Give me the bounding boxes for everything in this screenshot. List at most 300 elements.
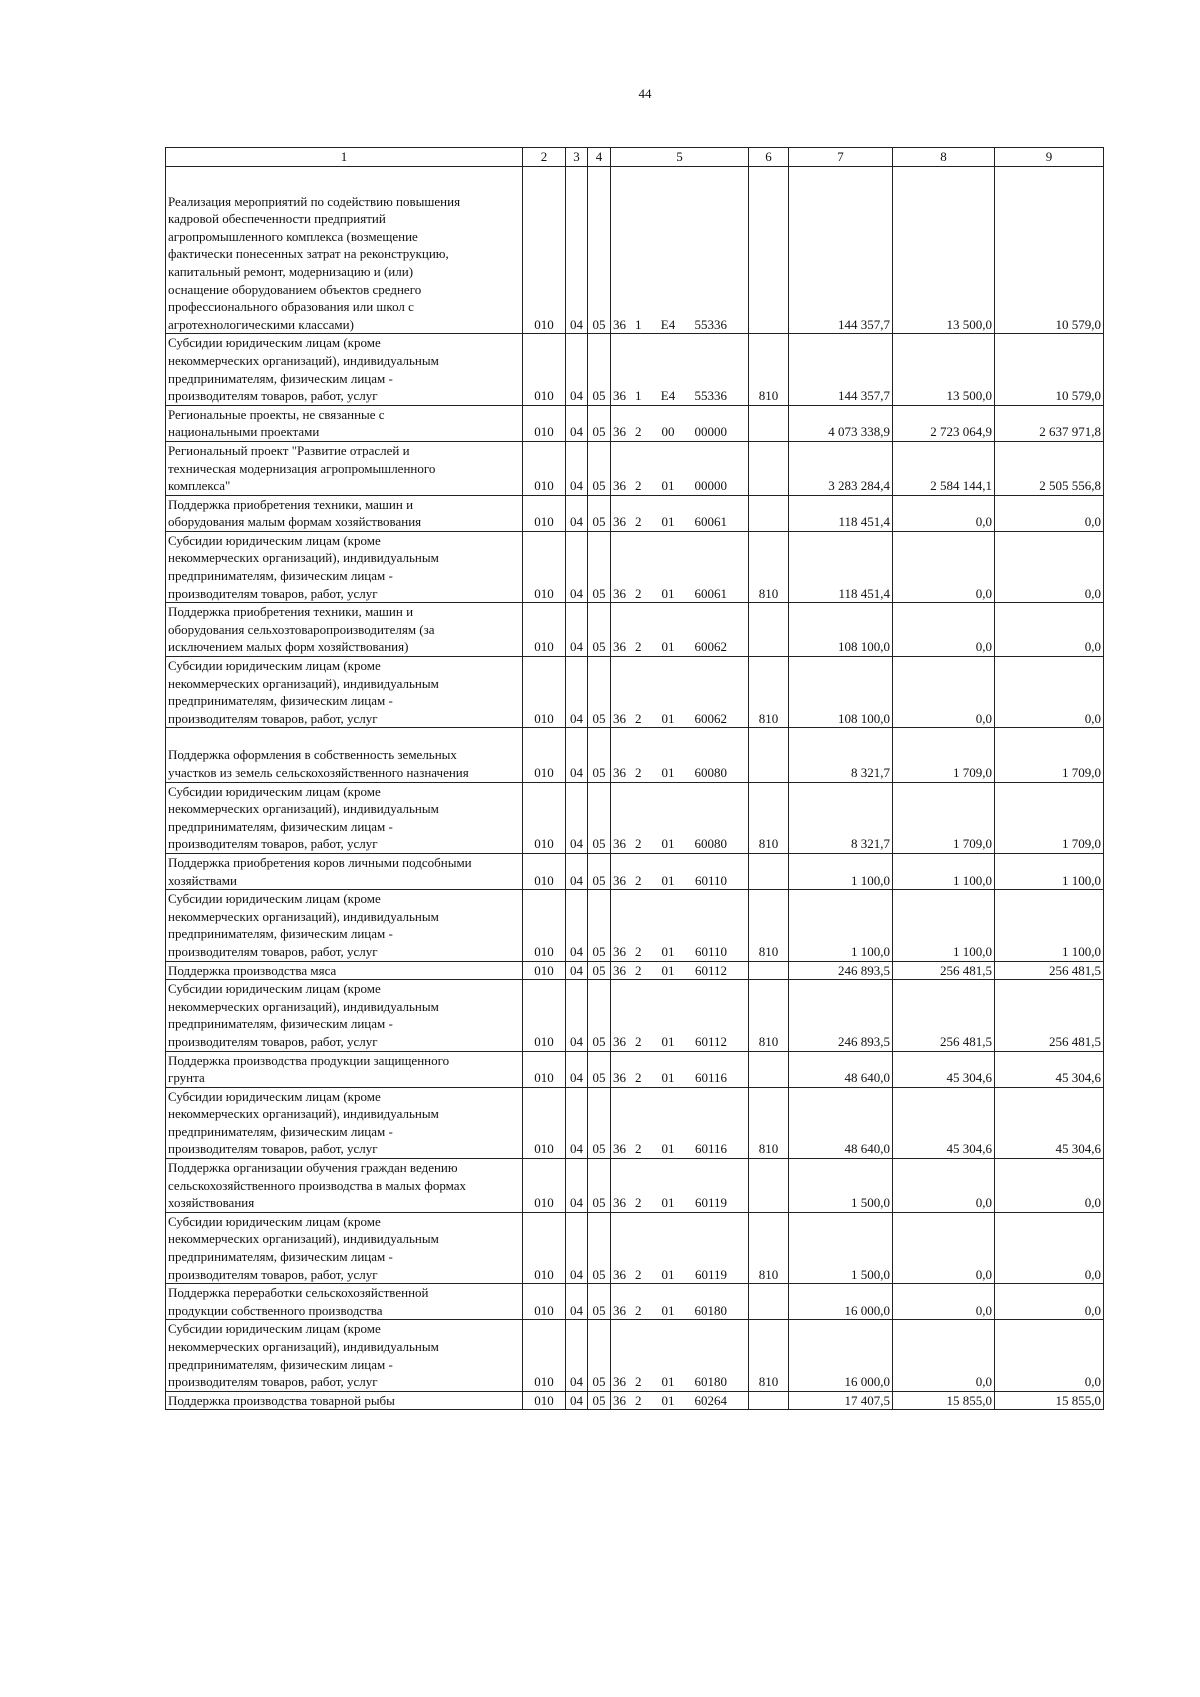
cell-col-8: 1 100,0 — [893, 853, 995, 889]
cell-col-9: 0,0 — [995, 1320, 1104, 1391]
cell-col-4: 05 — [588, 1284, 611, 1320]
cell-col-6 — [749, 166, 789, 334]
cell-col-3: 04 — [566, 441, 588, 495]
cell-col-5 — [611, 603, 749, 657]
cell-col-8: 0,0 — [893, 495, 995, 531]
cell-col-5 — [611, 657, 749, 728]
code-subprogram: 2 — [635, 1392, 642, 1408]
cell-col-7: 144 357,7 — [789, 166, 893, 334]
cell-col-4: 05 — [588, 1320, 611, 1391]
cell-col-9: 10 579,0 — [995, 334, 1104, 405]
row-name: Субсидии юридическим лицам (кроме некоммерческих организаций), индивидуальным предпринимателям, физическим лицам - производителям товаров, работ, услуг — [166, 782, 523, 853]
code-subprogram: 2 — [635, 424, 642, 440]
code-program: 36 — [613, 478, 626, 494]
cell-col-7: 246 893,5 — [789, 980, 893, 1051]
cell-col-2: 010 — [523, 890, 566, 961]
row-name: Субсидии юридическим лицам (кроме некоммерческих организаций), индивидуальным предпринимателям, физическим лицам - производителям товаров, работ, услуг — [166, 980, 523, 1051]
cell-col-3: 04 — [566, 961, 588, 980]
table-row — [166, 890, 1104, 961]
code-direction: 00000 — [694, 424, 727, 440]
cell-col-6: 810 — [749, 782, 789, 853]
cell-col-8: 0,0 — [893, 1159, 995, 1213]
code-project: 01 — [661, 1302, 675, 1318]
col-header-6: 6 — [749, 148, 789, 167]
row-name: Поддержка переработки сельскохозяйственной продукции собственного производства — [166, 1284, 523, 1320]
cell-col-4: 05 — [588, 853, 611, 889]
code-program: 36 — [613, 424, 626, 440]
cell-col-5 — [611, 728, 749, 782]
code-program: 36 — [613, 514, 626, 530]
cell-col-4: 05 — [588, 890, 611, 961]
cell-col-9: 0,0 — [995, 1284, 1104, 1320]
table-row — [166, 1391, 1104, 1410]
code-subprogram: 2 — [635, 1374, 642, 1390]
cell-col-9: 0,0 — [995, 603, 1104, 657]
cell-col-9: 2 505 556,8 — [995, 441, 1104, 495]
cell-col-4: 05 — [588, 405, 611, 441]
code-direction: 60061 — [694, 514, 727, 530]
code-direction: 60119 — [694, 1195, 727, 1211]
cell-col-9: 0,0 — [995, 1159, 1104, 1213]
cell-col-3: 04 — [566, 531, 588, 602]
cell-col-4: 05 — [588, 603, 611, 657]
cell-col-6 — [749, 495, 789, 531]
cell-col-6: 810 — [749, 980, 789, 1051]
cell-col-6 — [749, 1391, 789, 1410]
cell-col-9: 2 637 971,8 — [995, 405, 1104, 441]
cell-col-8: 45 304,6 — [893, 1051, 995, 1087]
table-row — [166, 1159, 1104, 1213]
cell-col-4: 05 — [588, 166, 611, 334]
cell-col-2: 010 — [523, 441, 566, 495]
row-name: Поддержка приобретения техники, машин и оборудования малым формам хозяйствования — [166, 495, 523, 531]
cell-col-5 — [611, 980, 749, 1051]
cell-col-8: 1 100,0 — [893, 890, 995, 961]
row-name: Поддержка производства товарной рыбы — [166, 1391, 523, 1410]
code-project: 01 — [661, 585, 675, 601]
code-subprogram: 1 — [635, 316, 642, 332]
code-project: 01 — [661, 943, 675, 959]
cell-col-5 — [611, 166, 749, 334]
code-program: 36 — [613, 1374, 626, 1390]
cell-col-5 — [611, 405, 749, 441]
code-subprogram: 2 — [635, 1033, 642, 1049]
cell-col-4: 05 — [588, 728, 611, 782]
cell-col-2: 010 — [523, 166, 566, 334]
table-row — [166, 166, 1104, 334]
cell-col-4: 05 — [588, 1159, 611, 1213]
table-row — [166, 531, 1104, 602]
cell-col-9: 0,0 — [995, 495, 1104, 531]
cell-col-7: 1 500,0 — [789, 1212, 893, 1283]
cell-col-9: 0,0 — [995, 531, 1104, 602]
row-name: Субсидии юридическим лицам (кроме некоммерческих организаций), индивидуальным предпринимателям, физическим лицам - производителям товаров, работ, услуг — [166, 1320, 523, 1391]
cell-col-6 — [749, 603, 789, 657]
code-direction: 60180 — [694, 1374, 727, 1390]
code-subprogram: 1 — [635, 388, 642, 404]
cell-col-2: 010 — [523, 1212, 566, 1283]
cell-col-9: 15 855,0 — [995, 1391, 1104, 1410]
col-header-4: 4 — [588, 148, 611, 167]
code-project: 01 — [661, 639, 675, 655]
code-project: 00 — [661, 424, 675, 440]
cell-col-2: 010 — [523, 782, 566, 853]
cell-col-4: 05 — [588, 961, 611, 980]
cell-col-3: 04 — [566, 1320, 588, 1391]
code-project: 01 — [661, 872, 675, 888]
row-name: Реализация мероприятий по содействию повышения кадровой обеспеченности предприятий агропромышленного комплекса (возмещение фактически понесенных затрат на реконструкцию, капитальный ремонт, модернизацию и (или) оснащение оборудованием объектов среднего профессионального образования или школ с агротехнологическими классами) — [166, 166, 523, 334]
cell-col-2: 010 — [523, 495, 566, 531]
code-program: 36 — [613, 639, 626, 655]
code-subprogram: 2 — [635, 585, 642, 601]
cell-col-4: 05 — [588, 782, 611, 853]
cell-col-2: 010 — [523, 603, 566, 657]
code-subprogram: 2 — [635, 765, 642, 780]
row-name: Субсидии юридическим лицам (кроме некоммерческих организаций), индивидуальным предпринимателям, физическим лицам - производителям товаров, работ, услуг — [166, 657, 523, 728]
cell-col-9: 0,0 — [995, 657, 1104, 728]
code-project: 01 — [661, 1033, 675, 1049]
cell-col-4: 05 — [588, 531, 611, 602]
code-subprogram: 2 — [635, 872, 642, 888]
cell-col-9: 1 709,0 — [995, 782, 1104, 853]
code-program: 36 — [613, 1141, 626, 1157]
cell-col-6: 810 — [749, 1320, 789, 1391]
code-project: 01 — [661, 1392, 675, 1408]
code-subprogram: 2 — [635, 1195, 642, 1211]
cell-col-2: 010 — [523, 1320, 566, 1391]
cell-col-2: 010 — [523, 728, 566, 782]
cell-col-2: 010 — [523, 980, 566, 1051]
page-number: 44 — [638, 86, 652, 101]
cell-col-5 — [611, 890, 749, 961]
code-direction: 60110 — [694, 872, 727, 888]
cell-col-5 — [611, 1051, 749, 1087]
cell-col-5 — [611, 441, 749, 495]
col-header-3: 3 — [566, 148, 588, 167]
code-project: 01 — [661, 1070, 675, 1086]
cell-col-8: 15 855,0 — [893, 1391, 995, 1410]
cell-col-8: 0,0 — [893, 1320, 995, 1391]
cell-col-6 — [749, 405, 789, 441]
col-header-7: 7 — [789, 148, 893, 167]
table-row — [166, 334, 1104, 405]
row-name: Субсидии юридическим лицам (кроме некоммерческих организаций), индивидуальным предпринимателям, физическим лицам - производителям товаров, работ, услуг — [166, 1087, 523, 1158]
cell-col-7: 144 357,7 — [789, 334, 893, 405]
code-subprogram: 2 — [635, 710, 642, 726]
code-program: 36 — [613, 316, 626, 332]
code-direction: 60112 — [694, 962, 727, 978]
code-project: 01 — [661, 1266, 675, 1282]
cell-col-2: 010 — [523, 1087, 566, 1158]
cell-col-4: 05 — [588, 657, 611, 728]
table-row — [166, 728, 1104, 782]
code-direction: 60112 — [694, 1033, 727, 1049]
cell-col-6: 810 — [749, 890, 789, 961]
table-row — [166, 1320, 1104, 1391]
table-row — [166, 405, 1104, 441]
cell-col-7: 1 100,0 — [789, 853, 893, 889]
code-subprogram: 2 — [635, 1302, 642, 1318]
code-direction: 60180 — [694, 1302, 727, 1318]
code-direction: 55336 — [694, 388, 727, 404]
cell-col-3: 04 — [566, 657, 588, 728]
cell-col-4: 05 — [588, 1087, 611, 1158]
code-program: 36 — [613, 872, 626, 888]
cell-col-6 — [749, 1159, 789, 1213]
cell-col-5 — [611, 1087, 749, 1158]
cell-col-9: 256 481,5 — [995, 961, 1104, 980]
table-row — [166, 441, 1104, 495]
cell-col-2: 010 — [523, 1284, 566, 1320]
code-subprogram: 2 — [635, 962, 642, 978]
table-row — [166, 782, 1104, 853]
cell-col-5 — [611, 853, 749, 889]
code-project: E4 — [660, 316, 676, 332]
code-project: 01 — [661, 765, 675, 780]
code-project: 01 — [661, 478, 675, 494]
cell-col-3: 04 — [566, 980, 588, 1051]
code-subprogram: 2 — [635, 478, 642, 494]
cell-col-6: 810 — [749, 657, 789, 728]
code-project: 01 — [661, 836, 675, 852]
code-project: E4 — [660, 388, 676, 404]
code-program: 36 — [613, 1266, 626, 1282]
cell-col-5 — [611, 961, 749, 980]
code-direction: 60110 — [694, 943, 727, 959]
cell-col-8: 256 481,5 — [893, 980, 995, 1051]
cell-col-7: 8 321,7 — [789, 782, 893, 853]
code-direction: 60061 — [694, 585, 727, 601]
code-direction: 60116 — [694, 1070, 727, 1086]
cell-col-3: 04 — [566, 166, 588, 334]
cell-col-5 — [611, 531, 749, 602]
cell-col-3: 04 — [566, 1212, 588, 1283]
cell-col-9: 256 481,5 — [995, 980, 1104, 1051]
row-name: Субсидии юридическим лицам (кроме некоммерческих организаций), индивидуальным предпринимателям, физическим лицам - производителям товаров, работ, услуг — [166, 890, 523, 961]
row-name: Субсидии юридическим лицам (кроме некоммерческих организаций), индивидуальным предпринимателям, физическим лицам - производителям товаров, работ, услуг — [166, 1212, 523, 1283]
code-direction: 60264 — [694, 1392, 727, 1408]
cell-col-7: 3 283 284,4 — [789, 441, 893, 495]
cell-col-3: 04 — [566, 405, 588, 441]
cell-col-7: 108 100,0 — [789, 657, 893, 728]
cell-col-8: 13 500,0 — [893, 334, 995, 405]
cell-col-7: 4 073 338,9 — [789, 405, 893, 441]
header-row — [166, 148, 1104, 167]
cell-col-6 — [749, 441, 789, 495]
code-program: 36 — [613, 388, 626, 404]
table-row — [166, 980, 1104, 1051]
cell-col-3: 04 — [566, 1159, 588, 1213]
cell-col-7: 246 893,5 — [789, 961, 893, 980]
table-row — [166, 853, 1104, 889]
code-subprogram: 2 — [635, 1070, 642, 1086]
code-direction: 60062 — [694, 639, 727, 655]
table-row — [166, 1051, 1104, 1087]
code-program: 36 — [613, 710, 626, 726]
code-program: 36 — [613, 1070, 626, 1086]
code-project: 01 — [661, 514, 675, 530]
cell-col-7: 48 640,0 — [789, 1051, 893, 1087]
row-name: Субсидии юридическим лицам (кроме некоммерческих организаций), индивидуальным предпринимателям, физическим лицам - производителям товаров, работ, услуг — [166, 531, 523, 602]
cell-col-9: 1 100,0 — [995, 853, 1104, 889]
cell-col-2: 010 — [523, 334, 566, 405]
cell-col-3: 04 — [566, 890, 588, 961]
cell-col-7: 118 451,4 — [789, 531, 893, 602]
cell-col-4: 05 — [588, 1051, 611, 1087]
cell-col-2: 010 — [523, 961, 566, 980]
cell-col-9: 45 304,6 — [995, 1087, 1104, 1158]
cell-col-7: 1 500,0 — [789, 1159, 893, 1213]
cell-col-8: 0,0 — [893, 531, 995, 602]
table-row — [166, 1212, 1104, 1283]
code-direction: 60119 — [694, 1266, 727, 1282]
cell-col-2: 010 — [523, 405, 566, 441]
cell-col-6 — [749, 853, 789, 889]
cell-col-4: 05 — [588, 334, 611, 405]
cell-col-9: 1 709,0 — [995, 728, 1104, 782]
row-name: Поддержка производства продукции защищенного грунта — [166, 1051, 523, 1087]
cell-col-6: 810 — [749, 334, 789, 405]
code-direction: 60116 — [694, 1141, 727, 1157]
table-row — [166, 961, 1104, 980]
cell-col-5 — [611, 1320, 749, 1391]
code-program: 36 — [613, 1033, 626, 1049]
cell-col-2: 010 — [523, 531, 566, 602]
table-row — [166, 657, 1104, 728]
budget-table — [165, 147, 1104, 1410]
code-direction: 55336 — [694, 316, 727, 332]
table-row — [166, 1284, 1104, 1320]
cell-col-5 — [611, 1159, 749, 1213]
cell-col-4: 05 — [588, 441, 611, 495]
cell-col-3: 04 — [566, 603, 588, 657]
cell-col-8: 0,0 — [893, 1212, 995, 1283]
code-program: 36 — [613, 765, 626, 780]
cell-col-5 — [611, 334, 749, 405]
cell-col-4: 05 — [588, 1212, 611, 1283]
row-name: Региональный проект "Развитие отраслей и техническая модернизация агропромышленного комплекса" — [166, 441, 523, 495]
table-row — [166, 603, 1104, 657]
code-program: 36 — [613, 1302, 626, 1318]
cell-col-3: 04 — [566, 1051, 588, 1087]
cell-col-6 — [749, 961, 789, 980]
cell-col-2: 010 — [523, 657, 566, 728]
row-name: Поддержка оформления в собственность земельных участков из земель сельскохозяйственного назначения — [166, 728, 523, 782]
code-program: 36 — [613, 1392, 626, 1408]
cell-col-8: 0,0 — [893, 1284, 995, 1320]
cell-col-8: 256 481,5 — [893, 961, 995, 980]
row-name: Субсидии юридическим лицам (кроме некоммерческих организаций), индивидуальным предпринимателям, физическим лицам - производителям товаров, работ, услуг — [166, 334, 523, 405]
cell-col-6: 810 — [749, 1212, 789, 1283]
cell-col-9: 10 579,0 — [995, 166, 1104, 334]
cell-col-6: 810 — [749, 531, 789, 602]
cell-col-7: 118 451,4 — [789, 495, 893, 531]
code-subprogram: 2 — [635, 1266, 642, 1282]
code-subprogram: 2 — [635, 943, 642, 959]
cell-col-7: 16 000,0 — [789, 1284, 893, 1320]
cell-col-8: 45 304,6 — [893, 1087, 995, 1158]
row-name: Поддержка организации обучения граждан ведению сельскохозяйственного производства в малых формах хозяйствования — [166, 1159, 523, 1213]
cell-col-6 — [749, 1284, 789, 1320]
cell-col-3: 04 — [566, 1087, 588, 1158]
code-program: 36 — [613, 585, 626, 601]
code-program: 36 — [613, 1195, 626, 1211]
cell-col-7: 17 407,5 — [789, 1391, 893, 1410]
cell-col-4: 05 — [588, 495, 611, 531]
cell-col-8: 0,0 — [893, 603, 995, 657]
code-subprogram: 2 — [635, 836, 642, 852]
code-direction: 00000 — [694, 478, 727, 494]
table-row — [166, 1087, 1104, 1158]
cell-col-9: 1 100,0 — [995, 890, 1104, 961]
cell-col-5 — [611, 782, 749, 853]
cell-col-2: 010 — [523, 1051, 566, 1087]
cell-col-8: 0,0 — [893, 657, 995, 728]
cell-col-3: 04 — [566, 1391, 588, 1410]
cell-col-4: 05 — [588, 1391, 611, 1410]
code-project: 01 — [661, 962, 675, 978]
cell-col-5 — [611, 1212, 749, 1283]
cell-col-3: 04 — [566, 853, 588, 889]
code-direction: 60080 — [694, 836, 727, 852]
cell-col-8: 1 709,0 — [893, 782, 995, 853]
cell-col-8: 1 709,0 — [893, 728, 995, 782]
code-subprogram: 2 — [635, 1141, 642, 1157]
cell-col-6 — [749, 1051, 789, 1087]
cell-col-2: 010 — [523, 1159, 566, 1213]
code-project: 01 — [661, 1141, 675, 1157]
cell-col-5 — [611, 1391, 749, 1410]
row-name: Поддержка приобретения техники, машин и оборудования сельхозтоваропроизводителям (за исключением малых форм хозяйствования) — [166, 603, 523, 657]
row-name: Поддержка приобретения коров личными подсобными хозяйствами — [166, 853, 523, 889]
col-header-9: 9 — [995, 148, 1104, 167]
col-header-1: 1 — [166, 148, 523, 167]
cell-col-3: 04 — [566, 1284, 588, 1320]
code-project: 01 — [661, 1195, 675, 1211]
code-direction: 60062 — [694, 710, 727, 726]
cell-col-3: 04 — [566, 782, 588, 853]
col-header-8: 8 — [893, 148, 995, 167]
col-header-2: 2 — [523, 148, 566, 167]
cell-col-6: 810 — [749, 1087, 789, 1158]
cell-col-2: 010 — [523, 853, 566, 889]
cell-col-3: 04 — [566, 728, 588, 782]
code-project: 01 — [661, 710, 675, 726]
cell-col-8: 13 500,0 — [893, 166, 995, 334]
cell-col-5 — [611, 1284, 749, 1320]
row-name: Поддержка производства мяса — [166, 961, 523, 980]
table-row — [166, 495, 1104, 531]
cell-col-7: 8 321,7 — [789, 728, 893, 782]
code-program: 36 — [613, 943, 626, 959]
cell-col-7: 16 000,0 — [789, 1320, 893, 1391]
row-name: Региональные проекты, не связанные с национальными проектами — [166, 405, 523, 441]
cell-col-9: 45 304,6 — [995, 1051, 1104, 1087]
cell-col-3: 04 — [566, 334, 588, 405]
cell-col-7: 108 100,0 — [789, 603, 893, 657]
code-direction: 60080 — [694, 765, 727, 780]
cell-col-7: 48 640,0 — [789, 1087, 893, 1158]
cell-col-7: 1 100,0 — [789, 890, 893, 961]
cell-col-9: 0,0 — [995, 1212, 1104, 1283]
cell-col-2: 010 — [523, 1391, 566, 1410]
cell-col-8: 2 584 144,1 — [893, 441, 995, 495]
code-program: 36 — [613, 836, 626, 852]
col-header-5: 5 — [611, 148, 749, 167]
cell-col-6 — [749, 728, 789, 782]
code-program: 36 — [613, 962, 626, 978]
cell-col-8: 2 723 064,9 — [893, 405, 995, 441]
